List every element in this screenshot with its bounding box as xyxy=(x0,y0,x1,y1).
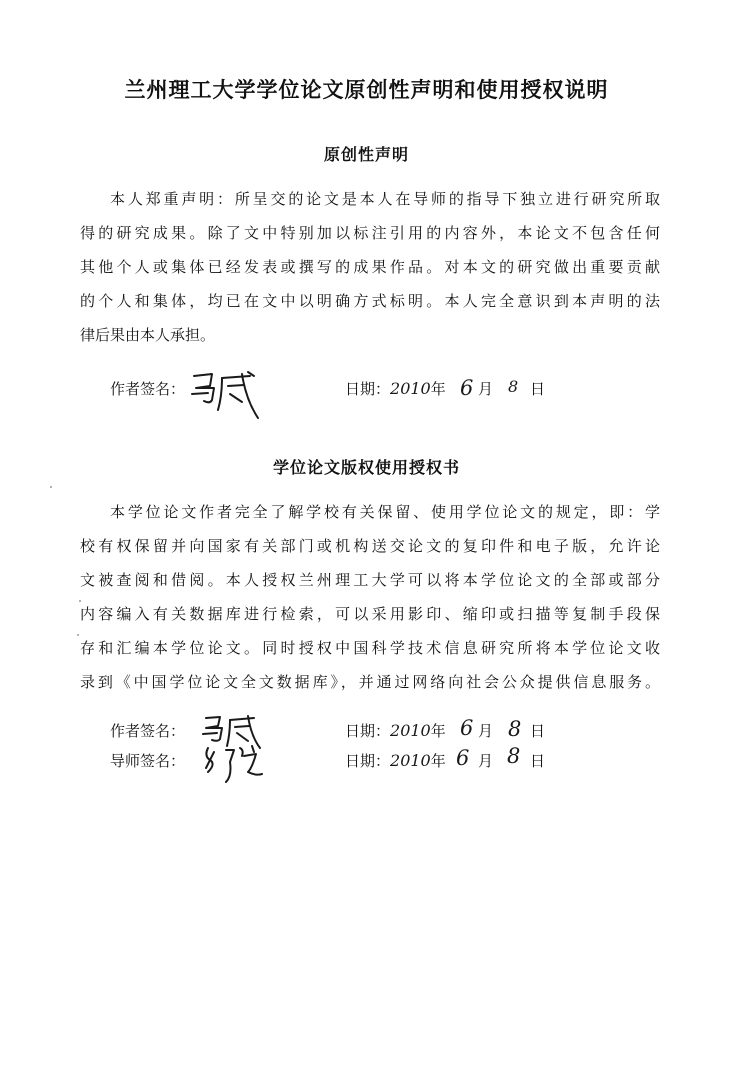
paragraph-line: 本人郑重声明：所呈交的论文是本人在导师的指导下独立进行研究所取 xyxy=(110,190,660,208)
day-unit: 日 xyxy=(530,752,546,770)
date-label: 日期： xyxy=(345,722,391,740)
authorization-heading: 学位论文版权使用授权书 xyxy=(272,458,460,477)
paragraph-line: 得的研究成果。除了文中特别加以标注引用的内容外，本论文不包含任何 xyxy=(80,224,660,242)
year-unit: 年 xyxy=(430,380,446,398)
month-unit: 月 xyxy=(478,380,494,398)
date-day-handwritten: 8 xyxy=(508,377,519,396)
day-unit: 日 xyxy=(530,380,546,398)
scan-speck xyxy=(50,486,52,488)
originality-date xyxy=(345,378,446,399)
date-label: 日期： xyxy=(345,380,391,398)
paragraph-line: 的个人和集体，均已在文中以明确方式标明。本人完全意识到本声明的法 xyxy=(80,292,660,310)
year-unit: 年 xyxy=(430,752,446,770)
date-day-handwritten: 8 xyxy=(507,744,521,768)
originality-heading: 原创性声明 xyxy=(323,145,409,164)
originality-paragraph xyxy=(80,182,660,352)
month-unit: 月 xyxy=(478,722,494,740)
originality-day xyxy=(508,377,518,396)
document-title: 兰州理工大学学位论文原创性声明和使用授权说明 xyxy=(124,78,609,102)
paragraph-line: 文被查阅和借阅。本人授权兰州理工大学可以将本学位论文的全部或部分 xyxy=(80,571,660,589)
author-signature-image xyxy=(188,366,266,422)
paragraph-line: 存和汇编本学位论文。同时授权中国科学技术信息研究所将本学位论文收 xyxy=(80,639,660,657)
supervisor-signature-image xyxy=(200,742,268,786)
author-day xyxy=(508,717,521,741)
paragraph-line: 其他个人或集体已经发表或撰写的成果作品。对本文的研究做出重要贡献 xyxy=(80,258,660,276)
date-label: 日期： xyxy=(345,752,391,770)
supervisor-day xyxy=(507,744,520,768)
paragraph-line: 校有权保留并向国家有关部门或机构送交论文的复印件和电子版，允许论 xyxy=(80,537,660,555)
supervisor-month xyxy=(456,746,469,770)
supervisor-signature-label: 导师签名： xyxy=(110,752,186,770)
paragraph-line: 录到《中国学位论文全文数据库》，并通过网络向社会公众提供信息服务。 xyxy=(80,673,660,691)
supervisor-date xyxy=(345,750,446,771)
year-unit: 年 xyxy=(430,722,446,740)
month-unit: 月 xyxy=(478,752,494,770)
date-year-handwritten: 2010 xyxy=(390,751,431,770)
day-unit: 日 xyxy=(530,722,546,740)
author-signature-label: 作者签名： xyxy=(110,722,186,740)
date-year-handwritten: 2010 xyxy=(390,379,431,398)
date-day-handwritten: 8 xyxy=(508,717,522,741)
scan-speck xyxy=(77,634,79,636)
paragraph-line: 内容编入有关数据库进行检索，可以采用影印、缩印或扫描等复制手段保 xyxy=(80,605,660,623)
date-year-handwritten: 2010 xyxy=(390,721,431,740)
author-signature-label: 作者签名： xyxy=(110,380,186,398)
paragraph-line: 律后果由本人承担。 xyxy=(80,326,216,344)
originality-month xyxy=(460,376,473,400)
date-month-handwritten: 6 xyxy=(460,716,474,740)
scan-speck xyxy=(79,600,81,602)
date-month-handwritten: 6 xyxy=(460,376,474,400)
date-month-handwritten: 6 xyxy=(456,746,470,770)
authorization-paragraph xyxy=(80,495,660,699)
author-month xyxy=(460,716,473,740)
author-date xyxy=(345,720,446,741)
paragraph-line: 本学位论文作者完全了解学校有关保留、使用学位论文的规定，即：学 xyxy=(110,503,660,521)
